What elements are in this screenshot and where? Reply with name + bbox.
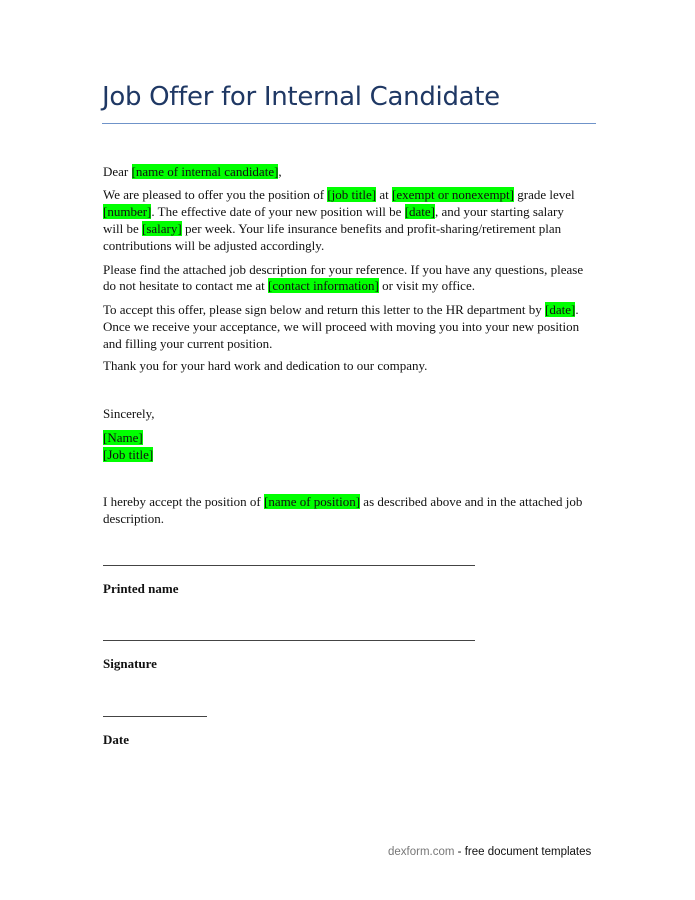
text-line: [103, 581, 178, 597]
text-run: , and your starting salary: [435, 204, 564, 219]
text-run: Once we receive your acceptance, we will proceed with moving you into your new position: [103, 319, 580, 334]
text-run: ,: [278, 164, 282, 179]
placeholder-field: [date]: [545, 302, 576, 317]
text-run: per week. Your life insurance benefits and profit-sharing/retirement plan: [181, 221, 562, 236]
text-line: [103, 319, 579, 335]
text-line: [103, 511, 164, 527]
placeholder-field: [number]: [103, 204, 152, 219]
placeholder-field: [Name]: [103, 430, 143, 445]
text-run: Date: [103, 732, 129, 747]
text-line: [103, 278, 475, 294]
text-line: [103, 447, 153, 463]
text-run: Dear: [103, 164, 132, 179]
text-line: [103, 406, 155, 422]
text-run: will be: [103, 221, 142, 236]
text-line: [103, 732, 129, 748]
text-run: Please find the attached job description for your reference. If you have any questions, please: [103, 262, 584, 277]
placeholder-field: [date]: [404, 204, 435, 219]
text-line: [103, 204, 564, 220]
text-run: grade level: [514, 187, 575, 202]
text-run: Sincerely,: [103, 406, 155, 421]
text-run: .: [575, 302, 579, 317]
text-run: as described above and in the attached job: [360, 494, 583, 509]
placeholder-field: [Job title]: [103, 447, 154, 462]
text-run: or visit my office.: [378, 278, 475, 293]
text-run: I hereby accept the position of: [103, 494, 264, 509]
placeholder-field: [exempt or nonexempt]: [391, 187, 514, 202]
text-run: To accept this offer, please sign below and return this letter to the HR department by: [103, 302, 546, 317]
printed-name-line: [103, 565, 475, 566]
footer-text: - free document templates: [454, 846, 592, 858]
text-line: [103, 336, 272, 352]
placeholder-field: [name of position]: [264, 494, 361, 509]
page-title: Job Offer for Internal Candidate: [102, 82, 500, 112]
text-line: [103, 164, 282, 180]
text-line: [103, 656, 157, 672]
text-run: We are pleased to offer you the position of: [103, 187, 328, 202]
text-line: [103, 494, 582, 510]
placeholder-field: [contact information]: [267, 278, 379, 293]
text-line: [103, 302, 579, 318]
text-run: . The effective date of your new position will be: [151, 204, 405, 219]
text-line: [103, 187, 575, 203]
placeholder-field: [job title]: [327, 187, 377, 202]
text-run: Signature: [103, 656, 157, 671]
title-divider: [102, 123, 596, 124]
text-run: at: [376, 187, 392, 202]
text-run: Printed name: [103, 581, 179, 596]
text-line: [103, 358, 427, 374]
text-line: [103, 221, 561, 237]
text-line: [103, 430, 143, 446]
text-run: and filling your current position.: [103, 336, 273, 351]
text-run: description.: [103, 511, 165, 526]
footer-brand: dexform.com: [388, 846, 455, 858]
text-run: Thank you for your hard work and dedication to our company.: [103, 358, 428, 373]
signature-line: [103, 640, 475, 641]
placeholder-field: [name of internal candidate]: [131, 164, 279, 179]
footer: [388, 846, 591, 858]
placeholder-field: [salary]: [142, 221, 182, 236]
date-line: [103, 716, 207, 717]
text-run: do not hesitate to contact me at: [103, 278, 268, 293]
text-line: [103, 262, 583, 278]
text-run: contributions will be adjusted accordingly.: [103, 238, 325, 253]
text-line: [103, 238, 324, 254]
